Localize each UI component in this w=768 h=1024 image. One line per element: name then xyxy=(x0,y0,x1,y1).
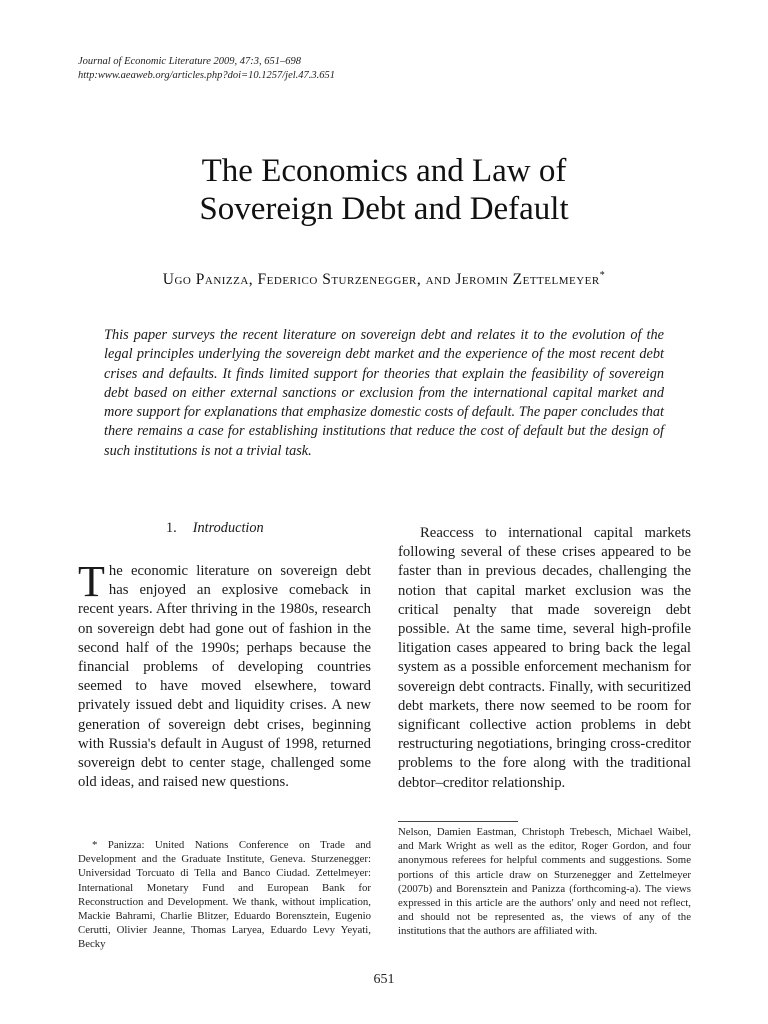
author-footnote-marker[interactable]: * xyxy=(599,270,606,281)
section-number: 1. xyxy=(166,520,177,536)
intro-paragraph-1: he economic literature on sovereign debt has enjoyed an explosive comeback in recent years. After thriving in the 1980s, research on sovereign debt had gone out of fashion in the second half of the 1990s; perhaps because the financial problems of developing countries seemed to have moved elsewhere, toward privately issued debt and liquidity crises. A new generation of sovereign debt crises, beginning with Russia's default in August of 1998, returned sovereign debt to center stage, challenged some old ideas, and raised new questions. xyxy=(78,563,371,791)
body-column-right xyxy=(398,524,691,793)
body-column-left xyxy=(78,557,371,792)
section-title: Introduction xyxy=(192,520,264,536)
page-number: 651 xyxy=(373,972,395,987)
section-heading xyxy=(166,520,264,537)
abstract: This paper surveys the recent literature on sovereign debt and relates it to the evolution of the legal principles underlying the sovereign debt market and the experience of the most recent debt crises and defaults. It finds limited support for theories that explain the feasibility of sovereign debt based on either external sanctions or exclusion from the international capital market and more support for explanations that emphasize domestic costs of default. The paper concludes that there remains a case for establishing institutions that reduce the cost of default but the design of such institutions is not a trivial task. xyxy=(104,327,664,459)
author-names: Ugo Panizza, Federico Sturzenegger, and Jeromin Zettelmeyer xyxy=(162,271,600,289)
drop-cap: T xyxy=(78,557,105,606)
journal-issue-line: Journal of Economic Literature 2009, 47:3, 651–698 xyxy=(78,56,302,67)
footnote-divider xyxy=(398,821,518,822)
intro-paragraph-2: Reaccess to international capital markets following several of these crises appeared to be faster than in previous decades, challenging the notion that capital market exclusion was the critical penalty that made sovereign debt possible. At the same time, several high-profile litigation cases appeared to bring back the legal system as a possible enforcement mechanism for sovereign debt contracts. Finally, with securitized debt markets, there now seemed to be room for significant collective action problems in debt restructuring negotiations, bringing cross-creditor problems to the fore along with the traditional debtor–creditor relationship. xyxy=(398,525,691,791)
journal-citation xyxy=(78,55,335,83)
footnote-left: * Panizza: United Nations Conference on Trade and Development and the Graduate Institute, Geneva. Sturzenegger: Universidad Torcuato di Tella and Banco Ciudad. Zettelmeyer: International Monetary Fund and European Bank for Reconstruction and Development. We thank, without implication, Mackie Bahrami, Charlie Blitzer, Eduardo Borensztein, Eugenio Cerutti, Olivier Jeanne, Thomas Laryea, Eduardo Levy Yeyati, Becky xyxy=(78,839,371,951)
journal-url-line[interactable]: http:www.aeaweb.org/articles.php?doi=10.1257/jel.47.3.651 xyxy=(78,70,336,81)
author-list xyxy=(0,270,768,289)
footnote-right: Nelson, Damien Eastman, Christoph Trebesch, Michael Waibel, and Mark Wright as well as the editor, Roger Gordon, and four anonymous referees for helpful comments and suggestions. Some portions of this article draw on Sturzenegger and Zettelmeyer (2007b) and Borensztein and Panizza (forthcoming-a). The views expressed in this article are the authors' only and need not reflect, and should not be represented as, the views of any of the institutions that the authors are affiliated with. xyxy=(398,826,691,938)
title-line-2: Sovereign Debt and Default xyxy=(199,191,569,227)
title-line-1: The Economics and Law of xyxy=(201,153,567,189)
paper-title xyxy=(0,152,768,228)
